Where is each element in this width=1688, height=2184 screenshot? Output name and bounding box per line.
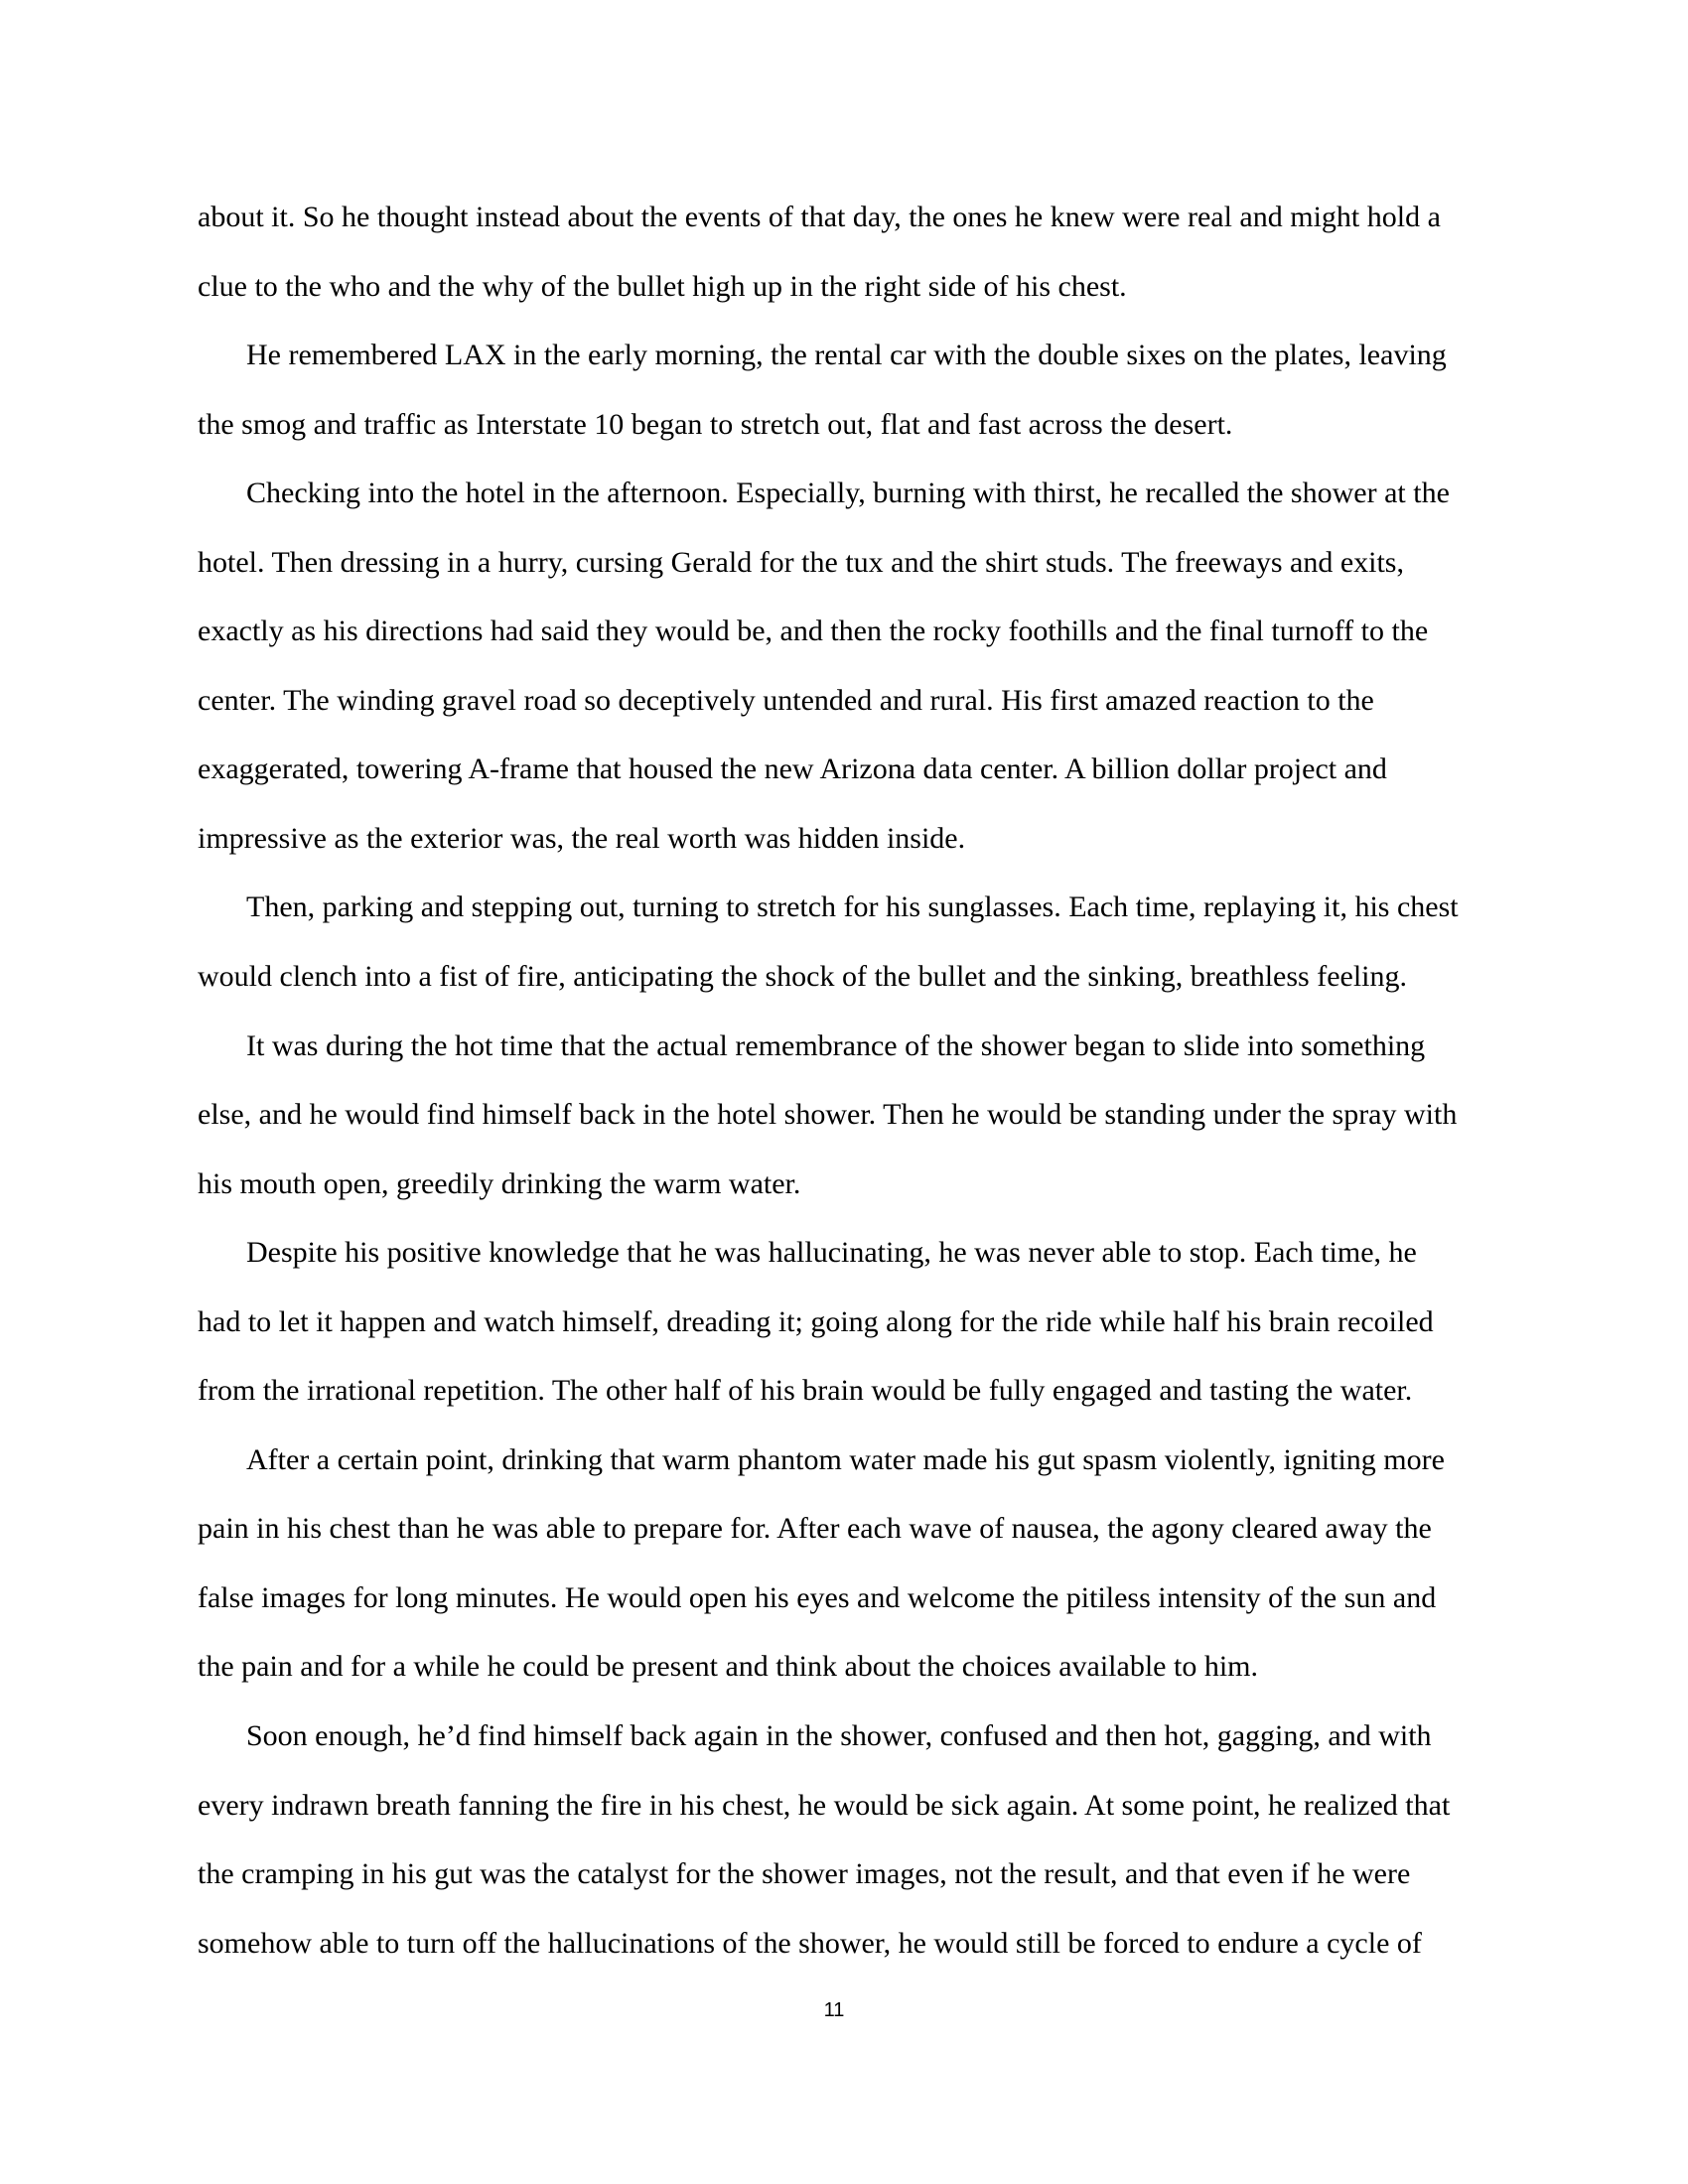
text-line: the smog and traffic as Interstate 10 began to stretch out, flat and fast across the desert. xyxy=(198,407,1233,441)
text-line: pain in his chest than he was able to prepare for. After each wave of nausea, the agony cleared away the xyxy=(198,1512,1432,1546)
text-line: his mouth open, greedily drinking the warm water. xyxy=(198,1166,801,1200)
body-text xyxy=(198,183,1488,1978)
paragraph-first-line: He remembered LAX in the early morning, the rental car with the double sixes on the plates, leaving xyxy=(246,339,1447,372)
text-line: about it. So he thought instead about the events of that day, the ones he knew were real and might hold a xyxy=(198,201,1441,233)
text-line: exactly as his directions had said they would be, and then the rocky foothills and the final turnoff to the xyxy=(198,614,1429,648)
text-line: clue to the who and the why of the bullet high up in the right side of his chest. xyxy=(198,269,1127,303)
paragraph-first-line: Soon enough, he’d find himself back again in the shower, confused and then hot, gagging, and with xyxy=(246,1719,1432,1753)
text-line: somehow able to turn off the hallucinations of the shower, he would still be forced to endure a cycle of xyxy=(198,1926,1422,1960)
paragraph-first-line: After a certain point, drinking that warm phantom water made his gut spasm violently, igniting more xyxy=(246,1442,1445,1476)
text-line: the pain and for a while he could be present and think about the choices available to him. xyxy=(198,1650,1258,1684)
text-line: else, and he would find himself back in the hotel shower. Then he would be standing under the spray with xyxy=(198,1098,1458,1132)
text-line: had to let it happen and watch himself, dreading it; going along for the ride while half his brain recoiled xyxy=(198,1304,1434,1338)
text-line: the cramping in his gut was the catalyst for the shower images, not the result, and that even if he were xyxy=(198,1857,1411,1891)
paragraph-first-line: Checking into the hotel in the afternoon. Especially, burning with thirst, he recalled the shower at the xyxy=(246,477,1450,510)
text-line: from the irrational repetition. The other half of his brain would be fully engaged and tasting the water. xyxy=(198,1374,1413,1408)
text-line: false images for long minutes. He would open his eyes and welcome the pitiless intensity of the sun and xyxy=(198,1580,1437,1614)
text-line: center. The winding gravel road so deceptively untended and rural. His first amazed reaction to the xyxy=(198,683,1374,717)
text-line: impressive as the exterior was, the real worth was hidden inside. xyxy=(198,821,966,855)
paragraph-first-line: It was during the hot time that the actual remembrance of the shower began to slide into something xyxy=(246,1028,1426,1062)
text-line: exaggerated, towering A-frame that housed the new Arizona data center. A billion dollar project and xyxy=(198,752,1387,786)
text-line: every indrawn breath fanning the fire in his chest, he would be sick again. At some point, he realized that xyxy=(198,1788,1451,1822)
text-line: hotel. Then dressing in a hurry, cursing Gerald for the tux and the shirt studs. The freeways and exits, xyxy=(198,545,1404,579)
paragraph-first-line: Despite his positive knowledge that he was hallucinating, he was never able to stop. Each time, he xyxy=(246,1236,1417,1270)
text-line: would clench into a fist of fire, anticipating the shock of the bullet and the sinking, breathless feeling. xyxy=(198,960,1408,994)
paragraph-first-line: Then, parking and stepping out, turning to stretch for his sunglasses. Each time, replaying it, his chest xyxy=(246,890,1459,924)
page-number: 11 xyxy=(823,1999,845,2021)
